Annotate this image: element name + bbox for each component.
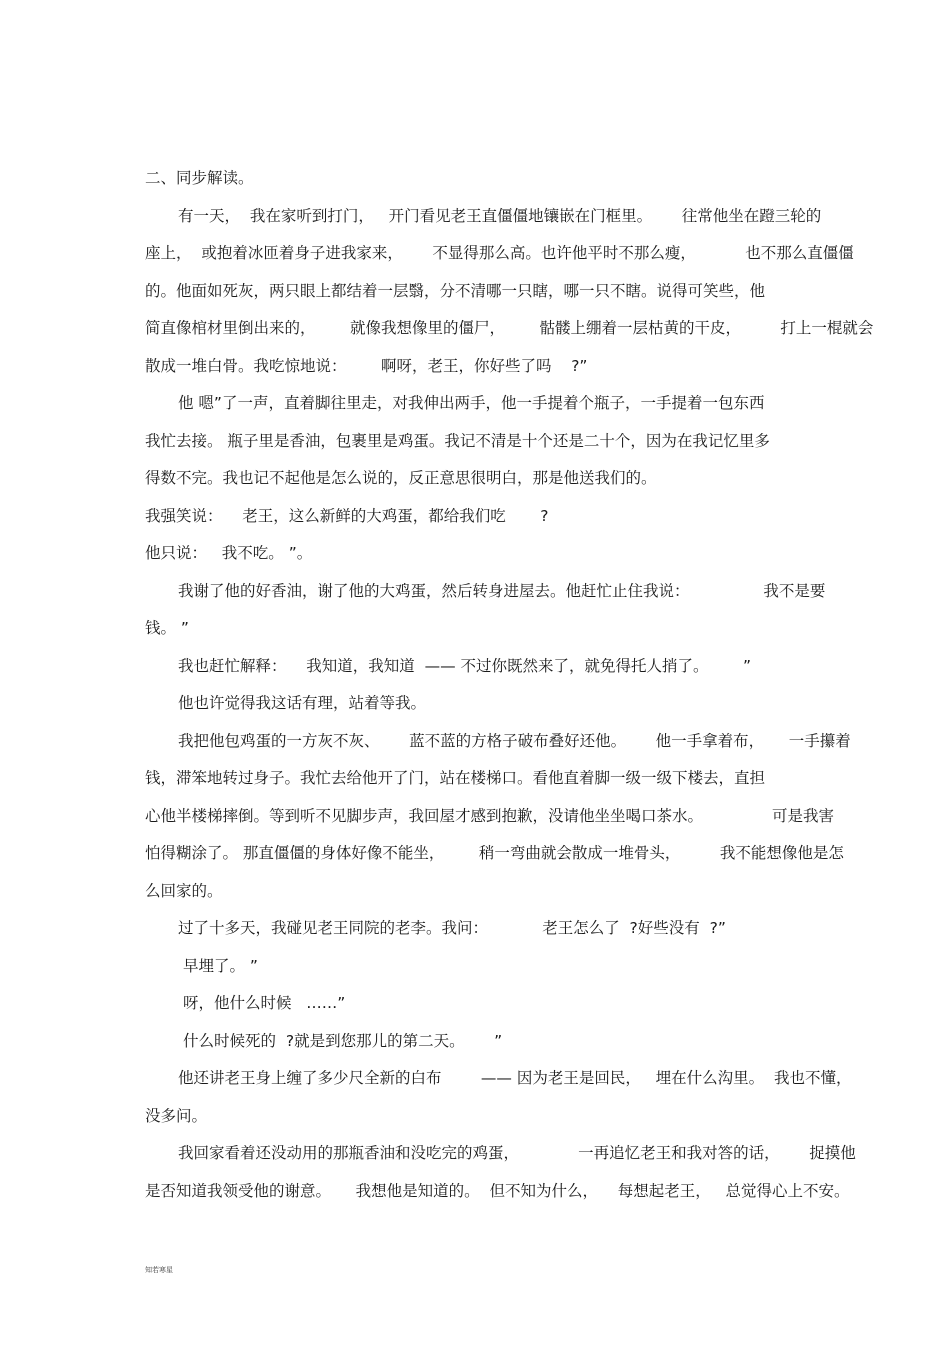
- text-line: 什么时候死的 ?就是到您那儿的第二天。 ”: [183, 1032, 503, 1050]
- text-line: 简直像棺材里倒出来的， 就像我想像里的僵尸， 骷髅上绷着一层枯黄的干皮， 打上一棍就会: [145, 319, 874, 337]
- text-line: 他还讲老王身上缠了多少尺全新的白布 —— 因为老王是回民， 埋在什么沟里。 我也不懂，: [178, 1069, 852, 1087]
- page-footer: 知若寒星: [145, 1266, 173, 1274]
- text-line: 我强笑说： 老王，这么新鲜的大鸡蛋，都给我们吃 ?: [145, 507, 549, 525]
- text-line: 我回家看着还没动用的那瓶香油和没吃完的鸡蛋， 一再追忆老王和我对答的话， 捉摸他: [178, 1144, 856, 1162]
- text-line: 得数不完。我也记不起他是怎么说的，反正意思很明白，那是他送我们的。: [145, 469, 657, 487]
- text-line: 我也赶忙解释： 我知道，我知道 —— 不过你既然来了，就免得托人捎了。 ”: [178, 657, 752, 675]
- text-line: 钱，滞笨地转过身子。我忙去给他开了门，站在楼梯口。看他直着脚一级一级下楼去，直担: [145, 769, 766, 787]
- text-line: 他也许觉得我这话有理，站着等我。: [178, 694, 427, 712]
- section-heading: 二、同步解读。: [145, 169, 254, 187]
- text-line: 我谢了他的好香油，谢了他的大鸡蛋，然后转身进屋去。他赶忙止住我说： 我不是要: [178, 582, 826, 600]
- text-line: 我忙去接。 瓶子里是香油，包裹里是鸡蛋。我记不清是十个还是二十个，因为在我记忆里多: [145, 432, 770, 450]
- text-line: 没多问。: [145, 1107, 208, 1125]
- text-line: 我把他包鸡蛋的一方灰不灰、 蓝不蓝的方格子破布叠好还他。 他一手拿着布， 一手攥着: [178, 732, 851, 750]
- text-line: 怕得糊涂了。 那直僵僵的身体好像不能坐， 稍一弯曲就会散成一堆骨头， 我不能想像他是怎: [145, 844, 844, 862]
- text-line: 么回家的。: [145, 882, 223, 900]
- text-line: 钱。 ”: [145, 619, 189, 637]
- text-line: 座上， 或抱着冰匝着身子进我家来， 不显得那么高。也许他平时不那么瘦， 也不那么直僵僵: [145, 244, 854, 262]
- text-line: 是否知道我领受他的谢意。 我想他是知道的。 但不知为什么， 每想起老王， 总觉得心上不安。: [145, 1182, 850, 1200]
- text-line: 他 嗯”了一声，直着脚往里走，对我伸出两手，他一手提着个瓶子，一手提着一包东西: [178, 394, 765, 412]
- text-line: 有一天， 我在家听到打门， 开门看见老王直僵僵地镶嵌在门框里。 往常他坐在蹬三轮的: [178, 207, 822, 225]
- text-line: 早埋了。 ”: [183, 957, 258, 975]
- text-line: 的。他面如死灰，两只眼上都结着一层翳，分不清哪一只瞎，哪一只不瞎。说得可笑些，他: [145, 282, 766, 300]
- text-line: 他只说： 我不吃。 ”。: [145, 544, 313, 562]
- text-line: 心他半楼梯摔倒。等到听不见脚步声，我回屋才感到抱歉，没请他坐坐喝口茶水。 可是我害: [145, 807, 834, 825]
- text-line: 呀，他什么时候 ……”: [183, 994, 346, 1012]
- text-line: 过了十多天，我碰见老王同院的老李。我问： 老王怎么了 ?好些没有 ?”: [178, 919, 726, 937]
- text-line: 散成一堆白骨。我吃惊地说： 啊呀，老王，你好些了吗 ?”: [145, 357, 588, 375]
